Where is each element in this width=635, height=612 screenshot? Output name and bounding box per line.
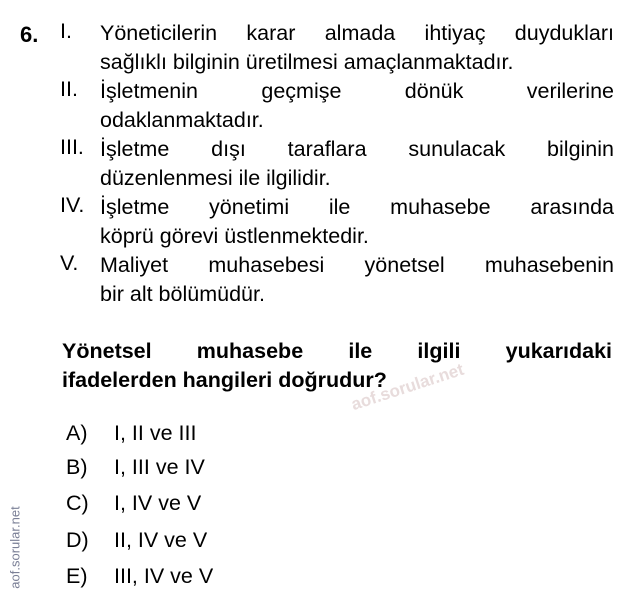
statement-numeral: III. (60, 135, 84, 159)
statement-numeral: V. (60, 251, 79, 275)
statement-line: bir alt bölümüdür. (100, 282, 265, 306)
watermark-center: aof.sorular.net (348, 359, 467, 415)
option-letter: A) (66, 421, 88, 445)
statement-numeral: IV. (60, 193, 85, 217)
option-a[interactable] (66, 418, 196, 448)
question-number: 6. (20, 22, 39, 47)
statement-line: Yöneticilerin karar almada ihtiyaç duydukları (100, 21, 614, 45)
statement-line: köprü görevi üstlenmektedir. (100, 224, 369, 248)
stem-line: Yönetsel muhasebe ile ilgili yukarıdaki (62, 339, 612, 363)
option-letter: E) (66, 564, 88, 588)
statement-line: Maliyet muhasebesi yönetsel muhasebenin (100, 253, 614, 277)
statement-numeral: I. (60, 19, 72, 43)
statement-line: İşletme yönetimi ile muhasebe arasında (100, 195, 614, 219)
statement-numeral: II. (60, 77, 78, 101)
question-stem (62, 337, 612, 395)
option-b[interactable] (66, 452, 205, 482)
option-text: I, III ve IV (114, 455, 205, 479)
statement-line: sağlıklı bilginin üretilmesi amaçlanmaktadır. (100, 50, 514, 74)
watermark-side: aof.sorular.net (7, 506, 23, 589)
option-letter: D) (66, 528, 89, 552)
option-text: I, IV ve V (114, 491, 202, 515)
statement-line: İşletmenin geçmişe dönük verilerine (100, 79, 614, 103)
option-text: II, IV ve V (114, 528, 208, 552)
option-letter: C) (66, 491, 89, 515)
statement-2 (60, 77, 614, 135)
statement-3 (60, 135, 614, 193)
statement-line: odaklanmaktadır. (100, 108, 264, 132)
statement-4 (60, 193, 614, 251)
option-c[interactable] (66, 488, 201, 518)
statement-line: İşletme dışı taraflara sunulacak bilginin (100, 137, 614, 161)
option-text: I, II ve III (114, 421, 197, 445)
option-d[interactable] (66, 525, 207, 555)
statement-1 (60, 19, 614, 77)
statement-5 (60, 251, 614, 309)
option-letter: B) (66, 455, 88, 479)
stem-line: ifadelerden hangileri doğrudur? (62, 368, 387, 392)
option-e[interactable] (66, 561, 213, 591)
statement-line: düzenlenmesi ile ilgilidir. (100, 166, 331, 190)
option-text: III, IV ve V (114, 564, 214, 588)
